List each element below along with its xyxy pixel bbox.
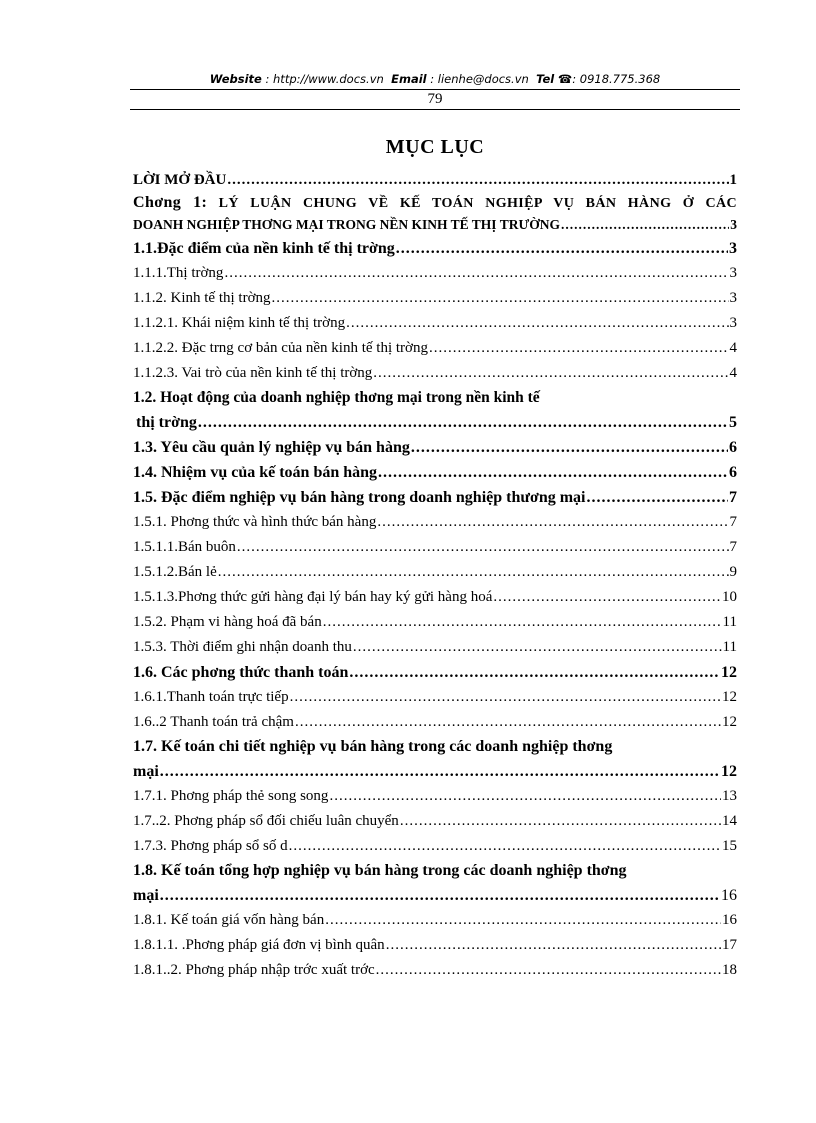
chapter-title-line1: LÝ LUẬN CHUNG VỀ KẾ TOÁN NGHIỆP VỤ BÁN HÀNG Ở CÁC (218, 196, 737, 211)
toc-entry-title: 1.8.1. Kế toán giá vốn hàng bán (133, 912, 325, 928)
toc-entry-page: 3 (729, 265, 737, 281)
toc-entry-page: 1 (729, 172, 737, 188)
toc-entry-title: 1.5. Đặc điểm nghiệp vụ bán hàng trong doanh nghiệp thương mại (133, 489, 586, 506)
toc-entry-title: thị trờng (136, 414, 197, 431)
toc-entry-page: 11 (722, 639, 737, 655)
page-number: 79 (427, 91, 443, 107)
phone-icon: ☎ (557, 72, 573, 86)
toc-entry-1-7-3[interactable] (133, 834, 737, 859)
toc-entry-page: 12 (722, 714, 737, 730)
toc-entry-1-5[interactable] (133, 485, 737, 510)
toc-entry-1-1-1[interactable] (133, 261, 737, 286)
toc-entry-1-8[interactable] (133, 883, 737, 908)
toc-entry-1-1-2-3[interactable] (133, 361, 737, 386)
toc-entry-title: 1.6..2 Thanh toán trả chậm (133, 714, 294, 730)
toc-entry-title: 1.5.1.2.Bán lẻ (133, 564, 217, 580)
email-label: Email (391, 72, 427, 86)
toc-entry-1-1-2-1[interactable] (133, 311, 737, 336)
toc-entry-title: 1.6. Các phơng thức thanh toán (133, 664, 349, 681)
toc-entry-1-8-1[interactable] (133, 908, 737, 933)
chapter-title-line2: DOANH NGHIỆP THƠNG MẠI TRONG NỀN KINH TẾ THỊ TRƯỜNG (133, 217, 560, 232)
toc-entry-page: 3 (729, 240, 737, 257)
toc-entry-page: 6 (729, 439, 737, 456)
toc-entry-title: 1.6.1.Thanh toán trực tiếp (133, 689, 289, 705)
toc-entry-1-5-1-3[interactable] (133, 585, 737, 610)
toc-entry-page: 11 (722, 614, 737, 630)
toc-entry-loi-mo-dau[interactable] (133, 168, 737, 192)
toc-entry-1-5-1-1[interactable] (133, 535, 737, 560)
toc-entry-1-2[interactable] (133, 410, 737, 435)
toc-entry-page: 4 (729, 365, 737, 381)
toc-entry-title: 1.4. Nhiệm vụ của kế toán bán hàng (133, 464, 378, 481)
toc-entry-title: 1.7..2. Phơng pháp sổ đối chiếu luân chuyển (133, 813, 399, 829)
toc-entry-1-5-2[interactable] (133, 610, 737, 635)
toc-entry-title: mại (133, 887, 159, 904)
toc-entry-title: 1.1.1.Thị trờng (133, 265, 224, 281)
toc-entry-1-5-1-2[interactable] (133, 560, 737, 585)
toc-entry-page: 3 (729, 315, 737, 331)
toc-entry-page: 12 (721, 664, 737, 681)
toc-title: MỤC LỤC (385, 136, 485, 158)
toc-entry-1-5-1[interactable] (133, 510, 737, 535)
toc-entry-title: 1.5.1.1.Bán buôn (133, 539, 236, 555)
page-header: Website : http://www.docs.vn Email : lienhe@docs.vn Tel ☎: 0918.775.368 (209, 72, 661, 86)
toc-entry-page: 9 (729, 564, 737, 580)
toc-entry-title: 1.1.Đặc điểm của nền kinh tế thị trờng (133, 240, 395, 257)
toc-entry-1-7[interactable] (133, 759, 737, 784)
toc-entry-page: 6 (729, 464, 737, 481)
email-address[interactable]: lienhe@docs.vn (437, 72, 529, 86)
toc-entry-title: 1.1.2.2. Đặc trng cơ bản của nền kinh tế thị trờng (133, 340, 428, 356)
toc-entry-title: mại (133, 763, 159, 780)
toc-entry-1-1[interactable] (133, 236, 737, 261)
chapter-lead: Chơng 1: (133, 194, 208, 211)
toc-entry-1-5-3[interactable] (133, 635, 737, 660)
toc-entry-title: 1.7.3. Phơng pháp sổ số d (133, 838, 288, 854)
toc-entry-1-7-2[interactable] (133, 809, 737, 834)
toc-entry-title: 1.5.1.3.Phơng thức gửi hàng đại lý bán hay ký gửi hàng hoá (133, 589, 493, 605)
toc-entry-page: 18 (722, 962, 737, 978)
toc-entry-page: 16 (721, 887, 737, 904)
toc-entry-title: LỜI MỞ ĐẦU (133, 172, 227, 188)
toc-entry-title: 1.7.1. Phơng pháp thẻ song song (133, 788, 329, 804)
toc-entry-page: 14 (722, 813, 737, 829)
toc-entry-page: 3 (729, 290, 737, 306)
toc-entry-page: 16 (722, 912, 737, 928)
toc-entry-1-4[interactable] (133, 460, 737, 485)
toc-entry-title: 1.3. Yêu cầu quản lý nghiệp vụ bán hàng (133, 439, 410, 456)
toc-entry-page: 4 (729, 340, 737, 356)
website-label: Website (209, 72, 262, 86)
phone-number: 0918.775.368 (579, 72, 661, 86)
toc-entry-1-6-1[interactable] (133, 685, 737, 710)
website-url[interactable]: http://www.docs.vn (273, 72, 384, 86)
toc-entry-page: 17 (722, 937, 737, 953)
toc-entry-1-2-line1[interactable]: 1.2. Hoạt động của doanh nghiệp thơng mại trong nền kinh tế (133, 389, 540, 406)
toc-entry-page: 7 (729, 514, 737, 530)
toc-entry-title: 1.8.1.1. .Phơng pháp giá đơn vị bình quân (133, 937, 385, 953)
toc-entry-title: 1.5.2. Phạm vi hàng hoá đã bán (133, 614, 322, 630)
toc-entry-1-8-line1[interactable]: 1.8. Kế toán tổng hợp nghiệp vụ bán hàng trong các doanh nghiệp thơng (133, 862, 627, 879)
header-rule-top (130, 89, 740, 90)
toc-entry-1-7-line1[interactable]: 1.7. Kế toán chi tiết nghiệp vụ bán hàng trong các doanh nghiệp thơng (133, 738, 613, 755)
toc-entry-1-8-1-2[interactable] (133, 958, 737, 983)
toc-entry-page: 10 (722, 589, 737, 605)
toc-entry-page: 7 (729, 539, 737, 555)
toc-entry-chapter-1[interactable] (133, 192, 737, 214)
toc-entry-1-8-1-1[interactable] (133, 933, 737, 958)
toc-entry-chapter-1-cont[interactable] (133, 214, 737, 236)
toc-entry-page: 12 (722, 689, 737, 705)
toc-entry-page: 13 (722, 788, 737, 804)
toc-entry-title: 1.5.1. Phơng thức và hình thức bán hàng (133, 514, 377, 530)
tel-label: Tel (536, 72, 555, 86)
toc-entry-page: 12 (721, 763, 737, 780)
toc-entry-page: 3 (730, 217, 737, 232)
toc-entry-1-6[interactable] (133, 660, 737, 685)
toc-entry-1-1-2[interactable] (133, 286, 737, 311)
toc-entry-page: 15 (722, 838, 737, 854)
toc-entry-title: 1.8.1..2. Phơng pháp nhập trớc xuất trớc (133, 962, 375, 978)
toc-entry-title: 1.1.2. Kinh tế thị trờng (133, 290, 271, 306)
toc-entry-title: 1.5.3. Thời điểm ghi nhận doanh thu (133, 639, 352, 655)
toc-entry-title: 1.1.2.1. Khái niệm kinh tế thị trờng (133, 315, 346, 331)
toc-entry-1-1-2-2[interactable] (133, 336, 737, 361)
toc-entry-1-7-1[interactable] (133, 784, 737, 809)
table-of-contents (133, 168, 737, 983)
toc-entry-title: 1.1.2.3. Vai trò của nền kinh tế thị trờng (133, 365, 373, 381)
toc-entry-1-3[interactable] (133, 435, 737, 460)
toc-entry-page: 5 (729, 414, 737, 431)
toc-entry-1-6-2[interactable] (133, 710, 737, 735)
header-rule-bottom (130, 109, 740, 110)
toc-entry-page: 7 (729, 489, 737, 506)
